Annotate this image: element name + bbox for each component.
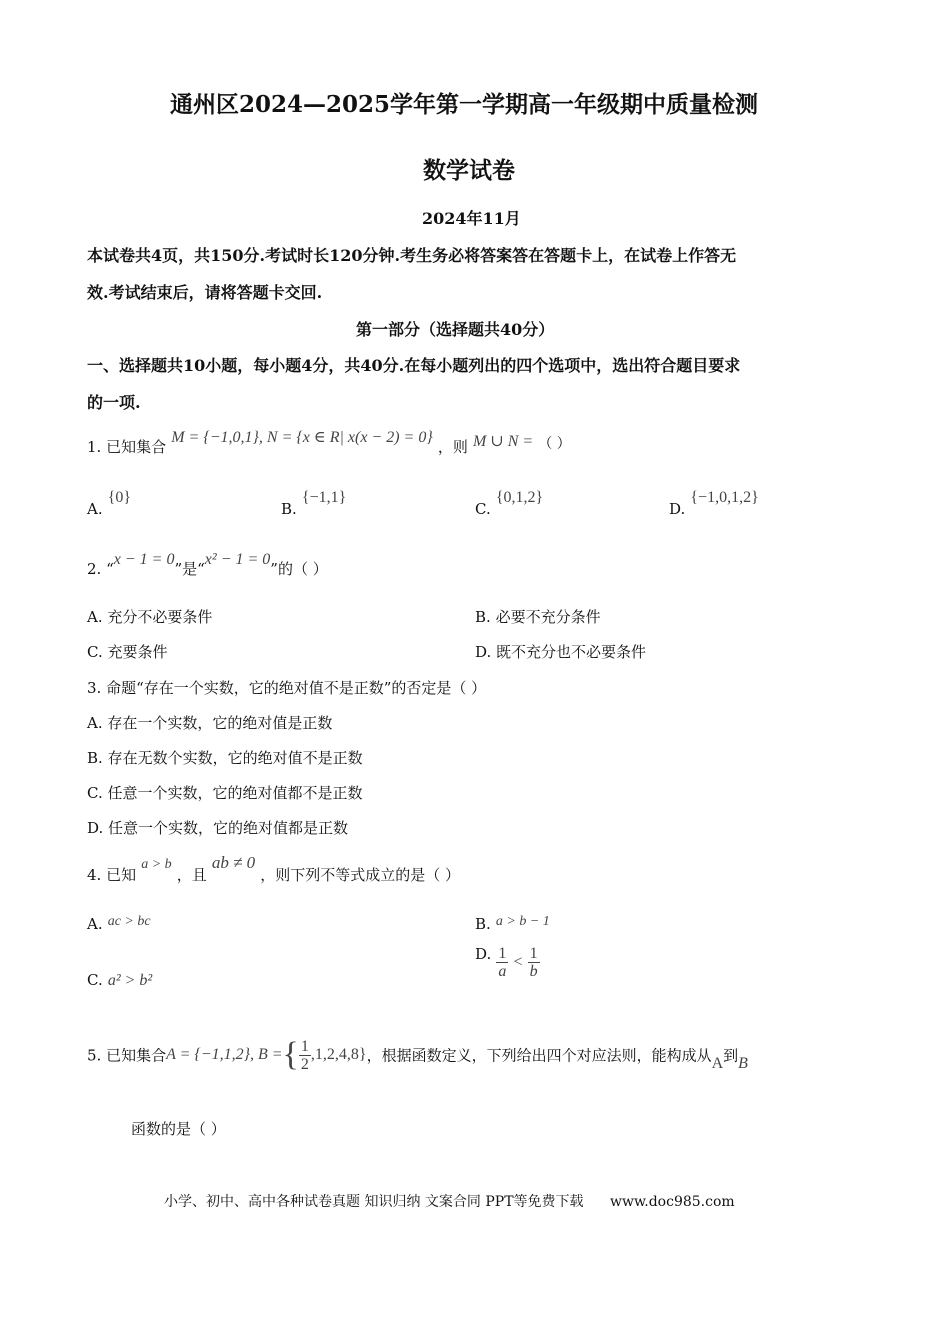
q1-union-expr: M ∪ N = — [472, 433, 534, 450]
q2-option-b-label: B. — [475, 608, 491, 626]
q2-option-b[interactable] — [475, 606, 601, 627]
part1-instruction-line-1: 一、选择题共10小题，每小题4分，共40分.在每小题列出的四个选项中，选出符合题目要求 — [87, 356, 741, 375]
q5-var-a: A — [711, 1054, 724, 1072]
q1-option-c[interactable] — [475, 487, 544, 518]
question-4 — [87, 852, 461, 884]
footer — [164, 1191, 735, 1211]
q4-suffix: ，则下列不等式成立的是（ ） — [260, 866, 461, 884]
q2-option-d[interactable] — [475, 641, 646, 662]
q4-option-d-frac-1-num: 1 — [498, 945, 507, 962]
part1-instruction-line-2: 的一项. — [87, 393, 141, 412]
q2-option-d-label: D. — [475, 643, 492, 661]
footer-site[interactable]: www.doc985.com — [609, 1194, 735, 1210]
q4-option-c-label: C. — [87, 971, 103, 989]
q4-option-a-label: A. — [87, 915, 103, 933]
q1-option-a-value: {0} — [107, 489, 132, 506]
q1-option-d[interactable] — [669, 487, 759, 518]
exam-subtitle: 数学试卷 — [423, 157, 515, 184]
q5-frac-num: 1 — [300, 1037, 309, 1055]
q4-option-d-frac-2 — [528, 945, 540, 980]
q2-mid: ”是“ — [174, 560, 205, 578]
q2-prefix: 2. “ — [87, 560, 114, 578]
q4-option-d[interactable] — [475, 945, 540, 980]
part1-heading: 第一部分（选择题共40分） — [356, 320, 555, 339]
q3-option-b[interactable] — [87, 747, 363, 768]
q4-cond-2: ab ≠ 0 — [211, 853, 256, 872]
q2-expr-1: x − 1 = 0 — [113, 551, 175, 568]
question-1 — [87, 428, 571, 458]
q4-prefix: 4. 已知 — [87, 866, 137, 884]
q2-option-c[interactable] — [87, 641, 168, 662]
q3-option-a-label: A. — [87, 714, 103, 732]
q1-option-d-value: {−1,0,1,2} — [690, 489, 759, 506]
q4-option-d-frac-1 — [496, 945, 508, 980]
q4-option-d-label: D. — [475, 945, 492, 963]
q4-option-b-label: B. — [475, 915, 491, 933]
exam-title: 通州区2024—2025学年第一学期高一年级期中质量检测 — [170, 91, 759, 118]
q1-sets: M = {−1,0,1}, N = {x ∈ R| x(x − 2) = 0} — [171, 429, 433, 446]
q4-option-a-value: ac > bc — [107, 914, 151, 929]
q3-option-b-label: B. — [87, 749, 103, 767]
q1-paren: （ ） — [538, 436, 571, 452]
q2-option-a-value: 充分不必要条件 — [107, 608, 213, 626]
exam-date: 2024年11月 — [422, 209, 521, 228]
q2-option-c-value: 充要条件 — [107, 643, 168, 661]
q4-option-c[interactable] — [87, 970, 152, 990]
q3-option-a[interactable] — [87, 712, 332, 733]
question-2 — [87, 548, 328, 578]
q4-option-d-lt: < — [513, 953, 523, 971]
q4-mid: ，且 — [176, 866, 207, 884]
q5-to: 到 — [723, 1046, 739, 1065]
q2-option-b-value: 必要不充分条件 — [495, 608, 601, 626]
q5-prefix: 5. 已知集合 — [87, 1046, 167, 1065]
q3-option-d[interactable] — [87, 817, 348, 838]
q5-brace-open: { — [282, 1036, 299, 1073]
q2-option-a[interactable] — [87, 606, 212, 627]
q1-option-a[interactable] — [87, 487, 132, 518]
q3-option-a-value: 存在一个实数，它的绝对值是正数 — [107, 714, 333, 732]
q4-option-b-value: a > b − 1 — [495, 914, 550, 929]
intro-line-1: 本试卷共4页，共150分.考试时长120分钟.考生务必将答案答在答题卡上，在试卷上作答无 — [87, 246, 737, 265]
q5-suffix: ，根据函数定义，下列给出四个对应法则，能构成从 — [366, 1046, 712, 1065]
q3-option-b-value: 存在无数个实数，它的绝对值不是正数 — [107, 749, 363, 767]
intro-line-2: 效.考试结束后，请将答题卡交回. — [87, 283, 323, 302]
q4-option-d-frac-2-den: b — [529, 963, 538, 980]
q3-option-c-label: C. — [87, 784, 103, 802]
q1-option-c-value: {0,1,2} — [495, 489, 544, 506]
question-3-stem: 3. 命题“存在一个实数，它的绝对值不是正数”的否定是（ ） — [87, 679, 487, 697]
q1-suffix: ，则 — [437, 438, 468, 456]
q3-option-c-value: 任意一个实数，它的绝对值都不是正数 — [107, 784, 363, 802]
q4-option-d-frac-1-den: a — [498, 963, 507, 980]
q4-option-d-frac-2-num: 1 — [529, 945, 538, 962]
q2-option-d-value: 既不充分也不必要条件 — [496, 643, 647, 661]
q5-var-b: B — [738, 1054, 748, 1072]
q1-option-b-value: {−1,1} — [301, 489, 347, 506]
q4-option-c-value: a² > b² — [107, 972, 153, 989]
q3-option-c[interactable] — [87, 782, 363, 803]
q1-option-b-label: B. — [281, 500, 297, 518]
q1-option-a-label: A. — [87, 500, 103, 518]
q2-expr-2: x² − 1 = 0 — [204, 551, 271, 568]
q3-option-d-label: D. — [87, 819, 104, 837]
q4-option-b[interactable] — [475, 910, 550, 933]
q3-option-d-value: 任意一个实数，它的绝对值都是正数 — [108, 819, 349, 837]
q4-option-a[interactable] — [87, 910, 151, 933]
q2-option-c-label: C. — [87, 643, 103, 661]
q2-option-a-label: A. — [87, 608, 103, 626]
q5-set-b: ,1,2,4,8} — [310, 1046, 367, 1063]
q1-option-d-label: D. — [669, 500, 686, 518]
q5-line-2: 函数的是（ ） — [131, 1120, 226, 1138]
question-5 — [87, 1036, 748, 1074]
q1-option-b[interactable] — [281, 487, 347, 518]
q5-set-a: A = {−1,1,2}, B = — [166, 1046, 283, 1063]
q1-option-c-label: C. — [475, 500, 491, 518]
q1-prefix: 1. 已知集合 — [87, 438, 167, 456]
q2-suffix: ”的（ ） — [270, 560, 328, 578]
q5-frac — [299, 1038, 311, 1073]
footer-text: 小学、初中、高中各种试卷真题 知识归纳 文案合同 PPT等免费下载 — [164, 1194, 584, 1210]
q4-cond-1: a > b — [141, 857, 172, 872]
q5-frac-den: 2 — [300, 1055, 309, 1073]
